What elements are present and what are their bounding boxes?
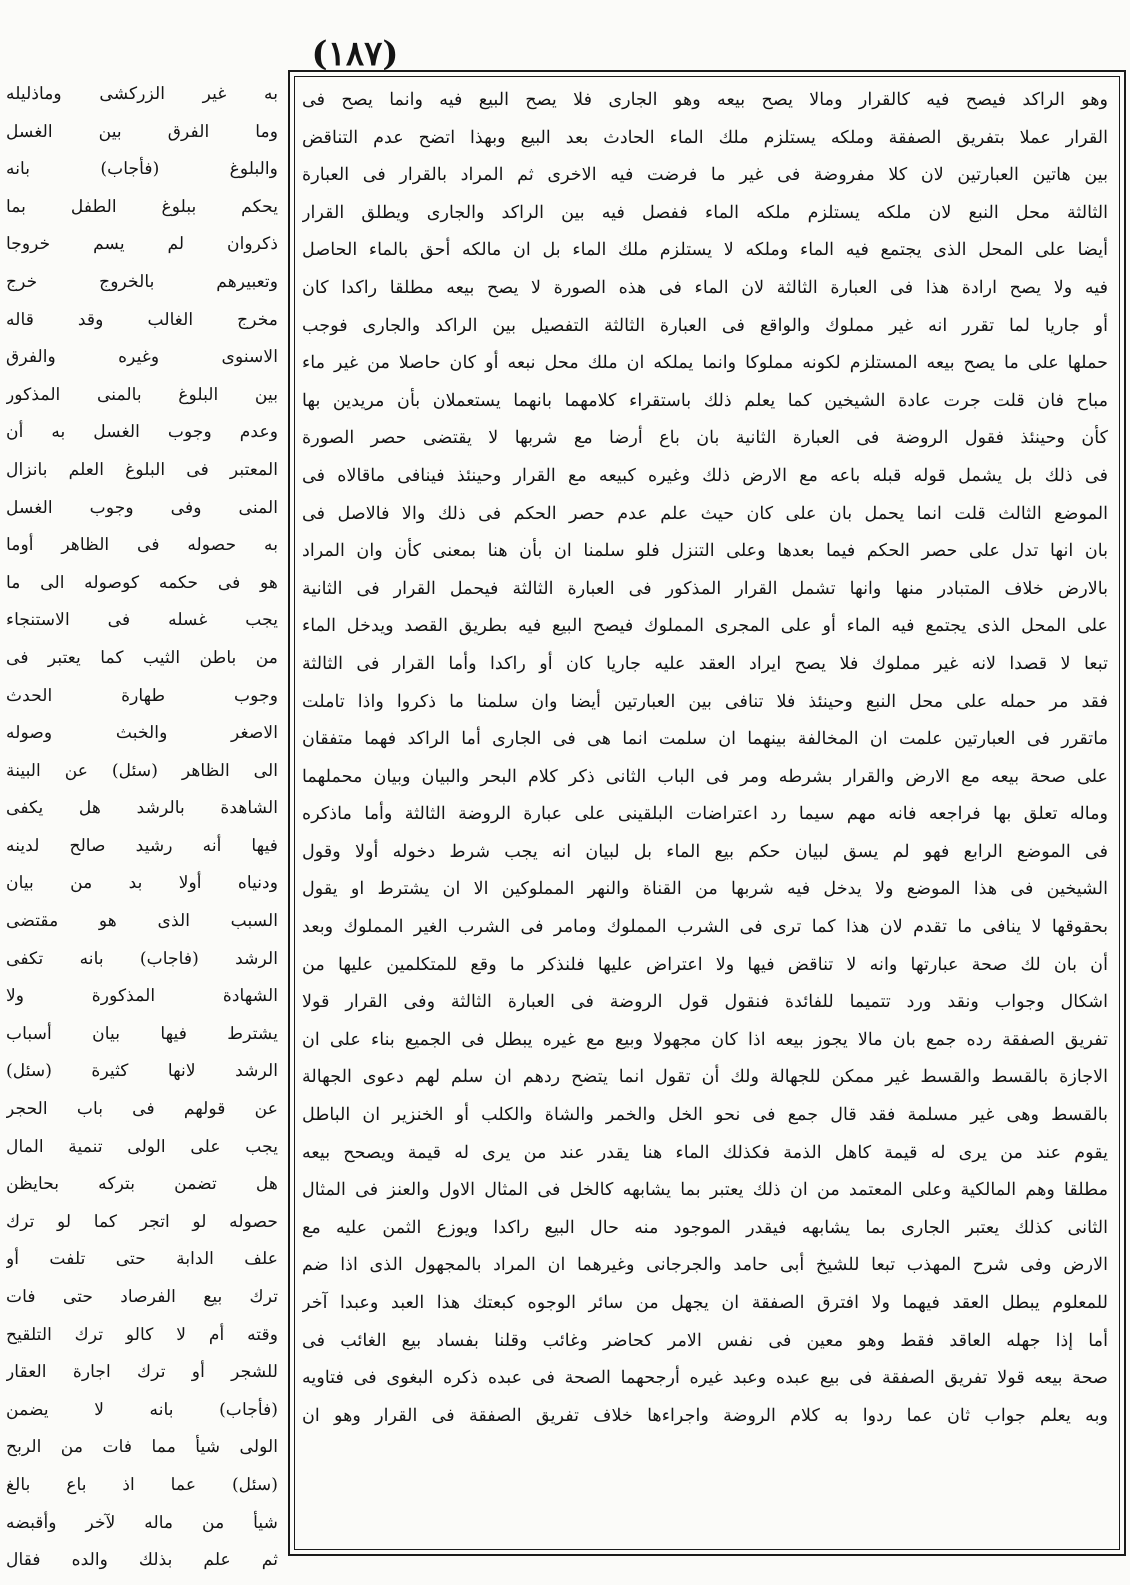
margin-text-line: يجب على الولى تنمية المال: [6, 1136, 278, 1157]
main-text-line: الشيخين فى هذا الموضع ولا يدخل فيه شربها من القناة والنهر المملوكين الا ان يشترط او يقول: [302, 879, 1108, 900]
margin-text-line: وتعبيرهم بالخروج خرج: [6, 271, 278, 292]
main-text-line: الاجازة بالقسط والقسط غير ممكن للجهالة ولك أن تقول انما يتضح ردهم ان سلم لهم دعوى الجهالة: [302, 1067, 1108, 1088]
margin-text-line: به حصوله فى الظاهر أوما: [6, 535, 278, 556]
margin-text-line: ذكروان لم يسم خروجا: [6, 234, 278, 255]
main-text-line: الموضع الثالث قلت انما يحمل بان على كان حيث علم عدم حصر الحكم فى ذلك والا فالاصل فى: [302, 503, 1108, 524]
margin-text-line: المعتبر فى البلوغ العلم بانزال: [6, 459, 278, 480]
main-text-line: بان انها تدل على حصر الحكم فيما بعدها وعلى التنزل فلو سلمنا ان بأن هنا بمعنى كأن وان المراد: [302, 541, 1108, 562]
main-text-line: مباح فان قلت جرت عادة الشيخين كما يعلم ذلك باستقراء كلامهما بانهما يستعملان بأن مريدين بها: [302, 390, 1108, 411]
main-text-line: على صحة بيعه مع الارض والقرار بشرطه ومر فى الباب الثانى ذكر كلام البحر والبيان وبيان محملهما: [302, 766, 1108, 787]
main-text-line: مطلقا وهم المالكية وعلى المعتمد من ان ذلك يعتبر بما يشابهه كالخل فى المثال الاول والعنز فى المثال: [302, 1180, 1108, 1201]
main-text-line: تفريق الصفقة رده جمع بان مالا يجوز بيعه اذا كان مجهولا وبيع مع غيره يبطل فى الجميع بناء على ان: [302, 1029, 1108, 1050]
main-text-line: أن بان لك صحة عبارتها وانه لا تناقض فيها ولا اعتراض عليها فلنذكر ما وقع للمتكلمين عليها من: [302, 954, 1108, 975]
main-text-line: كأن وحينئذ فقول الروضة فى العبارة الثانية بان باع أرضا مع شربها لا يقتضى حصر الصورة: [302, 428, 1108, 449]
main-text-line: اشكال وجواب ونقد ورد تتميما للفائدة فنقول قول الروضة فى العبارة الثالثة وفى القرار قولا: [302, 992, 1108, 1013]
main-text-line: الارض وفى شرح المهذب تبعا للشيخ أبى حامد والجرجانى وغيرهما ان المراد بالمجهول الذى اذا ضم: [302, 1255, 1108, 1276]
main-text-line: فقد مر حمله على محل النبع وحينئذ فلا تنافى بين العبارتين أيضا وان سلمنا ما ذكروا واذا تاملت: [302, 691, 1108, 712]
main-text-line: يقوم عند من يرى له قيمة كاهل الذمة فكذلك الماء هنا يقدر عند من يرى له قيمة ويصحح بيعه: [302, 1142, 1108, 1163]
margin-text-column: [6, 76, 278, 1576]
margin-text-line: الشهادة المذكورة ولا: [6, 986, 278, 1007]
margin-text-line: هو فى حكمه كوصوله الى ما: [6, 572, 278, 593]
margin-text-line: به غير الزركشى وماذليله: [6, 84, 278, 104]
margin-text-line: عن قولهم فى باب الحجر: [6, 1099, 278, 1120]
margin-text-line: هل تضمن بتركه بحايظن: [6, 1174, 278, 1195]
margin-text-line: الولى شيأ مما فات من الربح: [6, 1437, 278, 1458]
main-text-line: وهو الراكد فيصح فيه كالقرار ومالا يصح بيعه وهو الجارى فلا يصح البيع فيه وانما يصح فى: [302, 90, 1108, 110]
main-text-line: تبعا لا قصدا لانه غير مملوك فلا يصح ايراد العقد عليه جاريا كان أو راكدا وأما القرار فى الثالثة: [302, 653, 1108, 674]
margin-text-line: ترك بيع الفرصاد حتى فات: [6, 1287, 278, 1307]
margin-text-line: للشجر أو ترك اجارة العقار: [6, 1362, 278, 1383]
main-text-line: بحقوقها لا ينافى ما تقدم لان هذا كما ترى فى الشرب المملوك ومامر فى الشرب الغير المملوك وبعد: [302, 917, 1108, 938]
margin-text-line: ثم علم بذلك والده فقال: [6, 1550, 278, 1571]
margin-text-line: الشاهدة بالرشد هل يكفى: [6, 798, 278, 819]
margin-text-line: الرشد (فاجاب) بانه تكفى: [6, 948, 278, 969]
margin-text-line: وقته أم لا كالو ترك التلقيح: [6, 1324, 278, 1345]
main-text-line: أما إذا جهله العاقد فقط وهو معين فى نفس الامر كحاضر وغائب وقلنا بفساد بيع الغائب فى: [302, 1330, 1108, 1351]
margin-text-line: شيأ من ماله لآخر وأقبضه: [6, 1512, 278, 1533]
margin-text-line: يجب غسله فى الاستنجاء: [6, 610, 278, 631]
margin-text-line: بين البلوغ بالمنى المذكور: [6, 384, 278, 405]
margin-text-line: فيها أنه رشيد صالح لدينه: [6, 835, 278, 856]
margin-text-line: (سئل) عما اذ باع بالغ: [6, 1474, 278, 1495]
margin-text-line: مخرج الغالب وقد قاله: [6, 309, 278, 330]
margin-text-line: الاسنوى وغيره والفرق: [6, 347, 278, 368]
main-text-line: الثالثة محل النبع لان ملكه يستلزم ملكه الماء ففصل فيه بين الراكد والجارى ويطلق القرار: [302, 202, 1108, 223]
main-text-line: ماتقرر فى العبارتين علمت ان المخالفة بينهما ان سلمت انما هى فى الجارى أما الراكد فهما متفقان: [302, 729, 1108, 750]
main-text-line: للمعلوم يبطل العقد فيهما ولا افترق الصفقة ان يجهل من سائر الوجوه كبعتك هذا العبد وعبدا آخر: [302, 1293, 1108, 1313]
margin-text-line: علف الدابة حتى تلفت أو: [6, 1249, 278, 1270]
margin-text-line: المنى وفى وجوب الغسل: [6, 497, 278, 518]
margin-text-line: الى الظاهر (سئل) عن البينة: [6, 760, 278, 781]
margin-text-line: يشترط فيها بيان أسباب: [6, 1023, 278, 1044]
margin-text-line: السبب الذى هو مقتضى: [6, 911, 278, 932]
main-text-line: أو جاريا لما تقرر انه غير مملوك والواقع فى العبارة الثالثة التفصيل بين الراكد والجارى فوجب: [302, 315, 1108, 336]
margin-text-line: (فأجاب) بانه لا يضمن: [6, 1399, 278, 1420]
main-text-line: بالارض خلاف المتبادر منها وانها تشمل القرار المذكور فى العبارة الثالثة فيحمل القرار فى الثانية: [302, 578, 1108, 599]
page-number: (١٨٧): [311, 34, 399, 74]
main-text-line: وبه يعلم جواب ثان عما ردوا به كلام الروضة واجراءها خلاف تفريق الصفقة فى القرار وهو ان: [302, 1405, 1108, 1426]
margin-text-line: الاصغر والخبث وصوله: [6, 723, 278, 744]
margin-text-line: وجوب طهارة الحدث: [6, 685, 278, 706]
margin-text-line: يحكم ببلوغ الطفل بما: [6, 196, 278, 217]
main-text-line: حملها على ما يصح بيعه المستلزم لكونه مملوكا وانما يملكه ان ملك محل نبعه أو كان حاصلا من غير ماء: [302, 353, 1108, 374]
main-text-column: [302, 82, 1108, 1552]
margin-text-line: ودنياه أولا بد من بيان: [6, 873, 278, 894]
margin-text-line: وما الفرق بين الغسل: [6, 121, 278, 142]
margin-text-line: وعدم وجوب الغسل به أن: [6, 422, 278, 443]
main-text-line: الثانى كذلك يعتبر الجارى بما يشابهه فيقدر الموجود منه حال البيع راكدا ويوزع الثمن عليه مع: [302, 1217, 1108, 1238]
margin-text-line: والبلوغ (فأجاب) بانه: [6, 159, 278, 180]
main-text-line: فيه ولا يصح ارادة هذا فى العبارة الثالثة لان الماء فى هذه الصورة لا يصح بيعه مطلقا راكدا كان: [302, 277, 1108, 298]
main-text-line: أيضا على المحل الذى يجتمع فيه الماء وملكه لا يستلزم ملك الماء بل ان مالكه أحق بالماء الحاصل: [302, 240, 1108, 261]
main-text-line: وماله تعلق بها فراجعه فانه مهم سيما رد اعتراضات البلقينى على عبارة الروضة الثالثة وأما ماذكره: [302, 804, 1108, 825]
main-text-line: فى الموضع الرابع فهو لم يسق لبيان حكم بيع الماء بل لبيان انه يجب شرط دخوله أولا وقول: [302, 841, 1108, 862]
main-text-line: بين هاتين العبارتين لان كلا مفروضة فى غير ما فرضت فيه الاخرى ثم المراد بالقرار فى العبارة: [302, 165, 1108, 186]
main-text-line: بالقسط وهى غير مسلمة فقد قال جمع فى نحو الخل والخمر والشاة والكلب أو الخنزير ان الباطل: [302, 1105, 1108, 1126]
main-text-line: القرار عملا بتفريق الصفقة وملكه يستلزم ملك الماء الحادث بعد البيع وبهذا اتضح عدم التناقض: [302, 127, 1108, 148]
margin-text-line: حصوله لو اتجر كما لو ترك: [6, 1211, 278, 1232]
margin-text-line: من باطن الثيب كما يعتبر فى: [6, 647, 278, 668]
margin-text-line: الرشد لانها كثيرة (سئل): [6, 1061, 278, 1082]
main-text-line: فى ذلك بل يشمل قوله قبله باعه مع الارض ذلك وغيره كبيعه مع القرار وحينئذ فينافى ماقالاه فى: [302, 465, 1108, 486]
main-text-line: على المحل الذى يجتمع فيه الماء أو على المجرى المملوك فيصح البيع فيه بطريق القصد ويدخل الماء: [302, 616, 1108, 637]
main-text-line: صحة بيعه قولا تفريق الصفقة فى بيع عبده وعبد غيره أرجحهما الصحة فى عبده ذكره البغوى فى فتاويه: [302, 1368, 1108, 1389]
